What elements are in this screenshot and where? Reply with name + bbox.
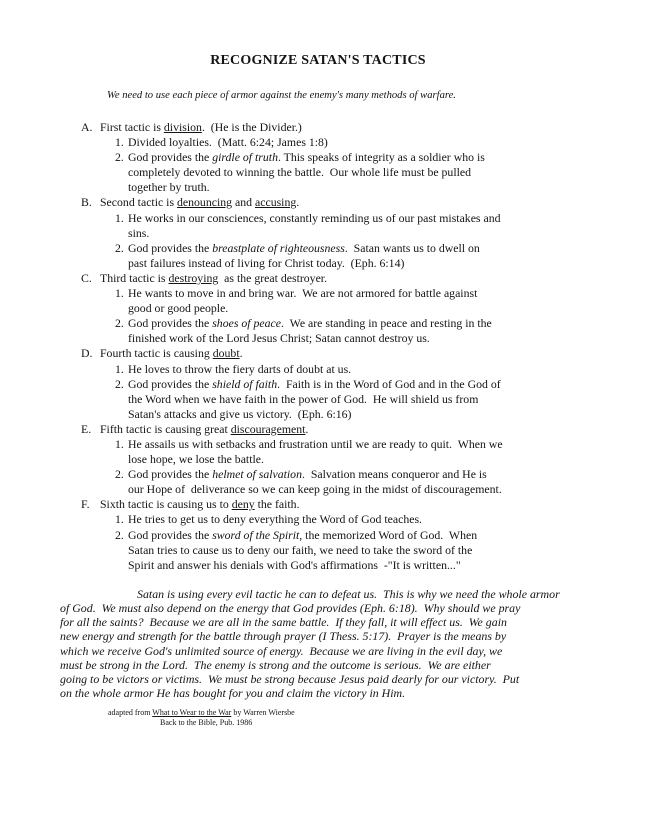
text-segment: Second tactic is	[100, 195, 177, 210]
text-segment: . (He is the Divider.)	[201, 120, 302, 134]
italic-text: shield of faith	[212, 376, 278, 391]
text-segment: our Hope of deliverance so we can keep going in the midst of discouragement.	[128, 482, 502, 497]
text-segment: Satan tries to cause us to deny our faith, we need to take the sword of the	[128, 542, 473, 557]
italic-text: shoes of peace	[212, 316, 281, 331]
underlined-text: deny	[231, 497, 255, 512]
item-number: 2.	[115, 376, 124, 391]
item-number: 1.	[115, 286, 124, 301]
text-segment: . Satan wants us to dwell on	[344, 240, 480, 255]
source-attribution	[108, 708, 648, 728]
outline-section	[0, 497, 648, 572]
text-segment: First tactic is	[100, 120, 164, 134]
outline-item-line	[0, 241, 648, 256]
outline-continuation-line	[0, 256, 648, 271]
outline-continuation-line	[0, 301, 648, 316]
italic-text: helmet of salvation	[212, 467, 302, 482]
section-heading	[0, 497, 648, 512]
outline-item-line	[0, 362, 648, 377]
item-text	[128, 150, 485, 164]
outline-section	[0, 120, 648, 195]
section-heading	[0, 195, 648, 210]
item-text	[128, 512, 422, 526]
text-segment: He assails us with setbacks and frustration until we are ready to quit. When we	[128, 436, 503, 451]
closing-line: Satan is using every evil tactic he can to defeat us. This is why we need the whole armor	[137, 586, 560, 601]
text-segment: . Faith is in the Word of God and in the God of	[277, 376, 501, 391]
section-heading	[0, 422, 648, 437]
closing-paragraph	[60, 587, 596, 701]
item-number: 1.	[115, 361, 124, 376]
outline-item-line	[0, 316, 648, 331]
outline-item-line	[0, 437, 648, 452]
outline-item-line	[0, 286, 648, 301]
outline-continuation-line	[0, 558, 648, 573]
outline-continuation-line	[0, 226, 648, 241]
text-segment: and	[232, 195, 255, 210]
italic-text: breastplate of righteousness	[212, 240, 345, 255]
outline-continuation-line	[0, 331, 648, 346]
closing-line: of God. We must also depend on the energy that God provides (Eph. 6:18). Why should we pray	[60, 601, 521, 616]
item-number: 2.	[115, 150, 124, 165]
item-number: 2.	[115, 467, 124, 482]
item-text	[128, 286, 477, 300]
outline-continuation-line	[0, 482, 648, 497]
text-segment: Spirit and answer his denials with God's affirmations -"It is written..."	[128, 557, 461, 572]
text-segment: . This speaks of integrity as a soldier who is	[277, 150, 485, 165]
outline-item-line	[0, 211, 648, 226]
outline-continuation-line	[0, 180, 648, 195]
outline-item-line	[0, 377, 648, 392]
underlined-text: denouncing	[177, 195, 233, 210]
item-number: 2.	[115, 316, 124, 331]
text-segment: finished work of the Lord Jesus Christ; Satan cannot destroy us.	[128, 331, 430, 346]
item-number: 2.	[115, 240, 124, 255]
underlined-text: accusing	[254, 195, 297, 210]
item-number: 1.	[115, 512, 124, 527]
section-heading	[0, 120, 648, 135]
outline-continuation-line	[0, 392, 648, 407]
text-segment: the Word when we have faith in the power of God. He will shield us from	[128, 391, 479, 406]
closing-line: new energy and strength for the battle through prayer (I Thess. 5:17). Prayer is the means by	[60, 629, 507, 644]
section-heading-text	[100, 422, 308, 436]
item-text	[128, 316, 492, 330]
attribution-line	[108, 708, 648, 718]
text-segment: together by truth.	[128, 180, 210, 195]
text-segment: completely devoted to winning the battle. Our whole life must be pulled	[128, 165, 472, 180]
underlined-text: destroying	[168, 270, 219, 285]
text-segment: Fifth tactic is causing great	[100, 421, 231, 436]
outline-continuation-line	[0, 165, 648, 180]
section-letter: A.	[81, 120, 93, 134]
item-text	[128, 467, 487, 481]
outline-continuation-line	[0, 407, 648, 422]
text-segment: , the memorized Word of God. When	[299, 527, 478, 542]
text-segment: He works in our consciences, constantly reminding us of our past mistakes and	[128, 210, 501, 225]
item-text	[128, 211, 501, 225]
section-heading-text	[100, 497, 300, 511]
item-text	[128, 135, 328, 149]
underlined-text: doubt	[212, 346, 240, 361]
outline	[0, 120, 648, 573]
outline-section	[0, 422, 648, 497]
italic-text: sword of the Spirit	[212, 527, 300, 542]
text-segment: Fourth tactic is causing	[100, 346, 213, 361]
section-letter: E.	[81, 421, 92, 436]
section-heading	[0, 346, 648, 361]
text-segment: God provides the	[128, 316, 213, 331]
text-segment: by Warren Wiersbe	[231, 708, 295, 718]
outline-item-line	[0, 135, 648, 150]
text-segment: God provides the	[128, 376, 213, 391]
text-segment: good or good people.	[128, 301, 229, 316]
closing-line: on the whole armor He has bought for you and claim the victory in Him.	[60, 686, 406, 701]
outline-section	[0, 195, 648, 270]
outline-item-line	[0, 528, 648, 543]
section-heading-text	[100, 195, 299, 209]
outline-continuation-line	[0, 452, 648, 467]
outline-section	[0, 346, 648, 421]
publisher-line: Back to the Bible, Pub. 1986	[160, 718, 253, 728]
outline-item-line	[0, 467, 648, 482]
text-segment: He loves to throw the fiery darts of doubt at us.	[128, 361, 352, 376]
item-number: 2.	[115, 527, 124, 542]
text-segment: the faith.	[254, 497, 300, 512]
item-text	[128, 241, 480, 255]
item-text	[128, 528, 477, 542]
item-text	[128, 377, 501, 391]
item-text	[128, 437, 503, 451]
section-heading-text	[100, 346, 243, 360]
text-segment: God provides the	[128, 240, 213, 255]
closing-line: for all the saints? Because we are all in the same battle. If they fall, it will effect us. We gain	[60, 615, 507, 630]
text-segment: God provides the	[128, 150, 213, 165]
text-segment: He tries to get us to deny everything the Word of God teaches.	[128, 512, 423, 527]
text-segment: .	[239, 346, 243, 361]
closing-line: which we receive God's unlimited source of energy. Because we are living in the evil day, we	[60, 643, 503, 658]
text-segment: . We are standing in peace and resting in the	[281, 316, 492, 331]
outline-item-line	[0, 150, 648, 165]
text-segment: Third tactic is	[100, 270, 169, 285]
section-letter: D.	[81, 346, 93, 361]
outline-continuation-line	[0, 543, 648, 558]
item-text	[128, 362, 351, 376]
italic-text: girdle of truth	[212, 150, 278, 165]
page-title: RECOGNIZE SATAN'S TACTICS	[210, 53, 426, 68]
text-segment: He wants to move in and bring war. We are not armored for battle against	[128, 286, 478, 301]
section-letter: F.	[81, 497, 90, 512]
section-heading-text	[100, 120, 302, 134]
section-heading-text	[100, 271, 327, 285]
text-segment: .	[305, 421, 309, 436]
closing-line: must be strong in the Lord. The enemy is strong and the outcome is serious. We are either	[60, 657, 491, 672]
section-letter: B.	[81, 195, 92, 210]
item-number: 1.	[115, 135, 124, 150]
underlined-text: division	[163, 120, 202, 134]
text-segment: sins.	[128, 225, 150, 240]
text-segment: Satan's attacks and give us victory. (Eph. 6:16)	[128, 406, 352, 421]
item-number: 1.	[115, 436, 124, 451]
closing-line: going to be victors or victims. We must be strong because Jesus paid dearly for our victory. Put	[60, 672, 520, 687]
outline-item-line	[0, 512, 648, 527]
text-segment: . Salvation means conqueror and He is	[301, 467, 487, 482]
text-segment: past failures instead of living for Christ today. (Eph. 6:14)	[128, 255, 405, 270]
outline-section	[0, 271, 648, 346]
text-segment: Divided loyalties. (Matt. 6:24; James 1:8)	[128, 135, 328, 150]
section-heading	[0, 271, 648, 286]
text-segment: lose hope, we lose the battle.	[128, 452, 264, 467]
text-segment: God provides the	[128, 527, 213, 542]
intro-line: We need to use each piece of armor against the enemy's many methods of warfare.	[107, 90, 456, 101]
text-segment: Sixth tactic is causing us to	[100, 497, 232, 512]
text-segment: .	[296, 195, 300, 210]
text-segment: God provides the	[128, 467, 213, 482]
text-segment: adapted from	[108, 708, 153, 718]
item-number: 1.	[115, 210, 124, 225]
text-segment: as the great destroyer.	[218, 270, 328, 285]
section-letter: C.	[81, 270, 92, 285]
underlined-text: discouragement	[230, 421, 306, 436]
underlined-text: What to Wear to the War	[152, 708, 232, 718]
